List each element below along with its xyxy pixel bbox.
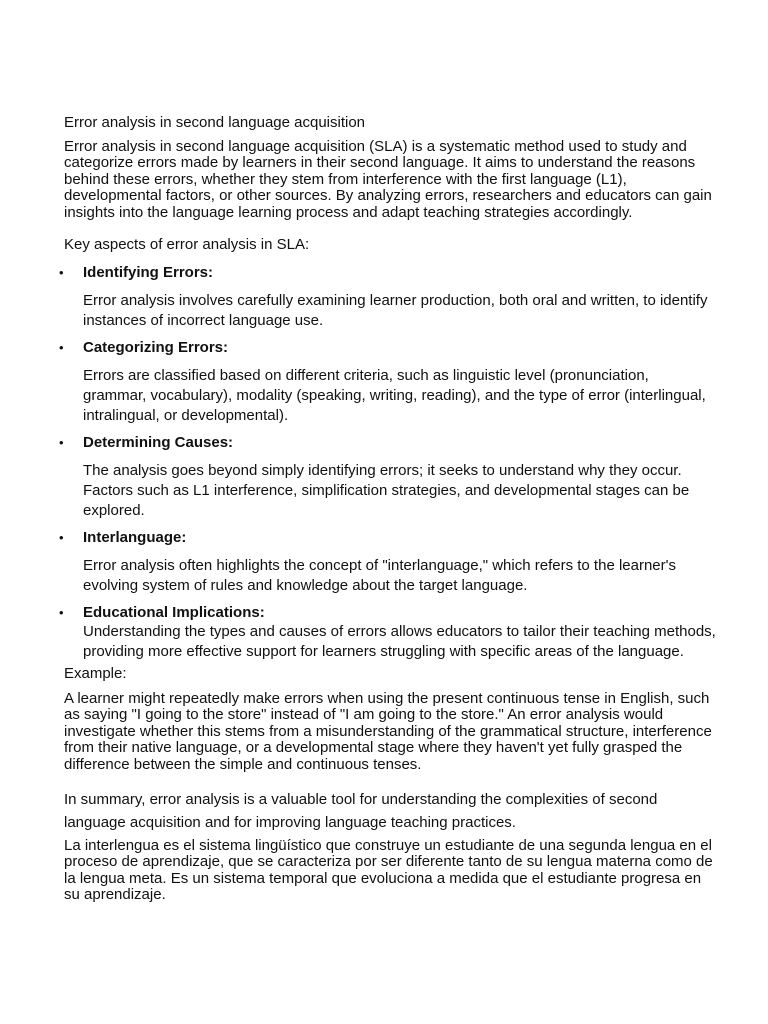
aspect-title: Interlanguage: bbox=[83, 529, 187, 547]
aspect-description: Errors are classified based on different criteria, such as linguistic level (pronunciation, grammar, vocabulary), modality (speaking, writing, reading), and the type of error (interlingual, intralingual, or developmental). bbox=[83, 367, 706, 425]
aspect-description: Error analysis often highlights the concept of "interlanguage," which refers to the learner's evolving system of rules and knowledge about the target language. bbox=[83, 557, 677, 595]
list-item bbox=[59, 433, 716, 521]
aspect-description: Error analysis involves carefully examining learner production, both oral and written, to identify instances of incorrect language use. bbox=[83, 292, 708, 330]
list-item bbox=[59, 603, 716, 662]
aspect-title: Identifying Errors: bbox=[83, 264, 214, 282]
key-aspects-heading: Key aspects of error analysis in SLA: bbox=[64, 236, 310, 254]
document-page bbox=[59, 113, 716, 904]
spanish-paragraph: La interlengua es el sistema lingüístico que construye un estudiante de una segunda lengua en el proceso de aprendizaje, que se caracteriza por ser diferente tanto de su lengua materna como de la lengua meta. Es un sistema temporal que evoluciona a medida que el estudiante progresa en su aprendizaje. bbox=[64, 837, 713, 904]
aspect-description: The analysis goes beyond simply identifying errors; it seeks to understand why they occur. Factors such as L1 interference, simplification strategies, and developmental stages can be explored. bbox=[83, 462, 690, 520]
aspect-title: Educational Implications: bbox=[83, 604, 265, 622]
bullet-icon: • bbox=[59, 530, 64, 546]
list-item bbox=[59, 263, 716, 331]
example-label: Example: bbox=[64, 665, 127, 683]
summary-paragraph: In summary, error analysis is a valuable tool for understanding the complexities of second language acquisition and for improving language teaching practices. bbox=[64, 791, 658, 832]
document-title: Error analysis in second language acquisition bbox=[64, 114, 366, 131]
key-aspects-list bbox=[59, 263, 716, 662]
bullet-icon: • bbox=[59, 265, 64, 281]
bullet-icon: • bbox=[59, 340, 64, 356]
aspect-title: Determining Causes: bbox=[83, 434, 234, 452]
example-paragraph: A learner might repeatedly make errors when using the present continuous tense in English, such as saying "I going to the store" instead of "I am going to the store." An error analysis would investigate whether this stems from a misunderstanding of the grammatical structure, interference from their native language, or a developmental stage where they haven't yet fully grasped the difference between the simple and continuous tenses. bbox=[64, 690, 712, 773]
aspect-description: Understanding the types and causes of errors allows educators to tailor their teaching methods, providing more effective support for learners struggling with specific areas of the language. bbox=[83, 623, 716, 661]
intro-paragraph: Error analysis in second language acquisition (SLA) is a systematic method used to study and categorize errors made by learners in their second language. It aims to understand the reasons behind these errors, whether they stem from interference with the first language (L1), developmental factors, or other sources. By analyzing errors, researchers and educators can gain insights into the language learning process and adapt teaching strategies accordingly. bbox=[64, 138, 712, 221]
list-item bbox=[59, 338, 716, 426]
bullet-icon: • bbox=[59, 605, 64, 621]
bullet-icon: • bbox=[59, 435, 64, 451]
list-item bbox=[59, 528, 716, 596]
aspect-title: Categorizing Errors: bbox=[83, 339, 229, 357]
